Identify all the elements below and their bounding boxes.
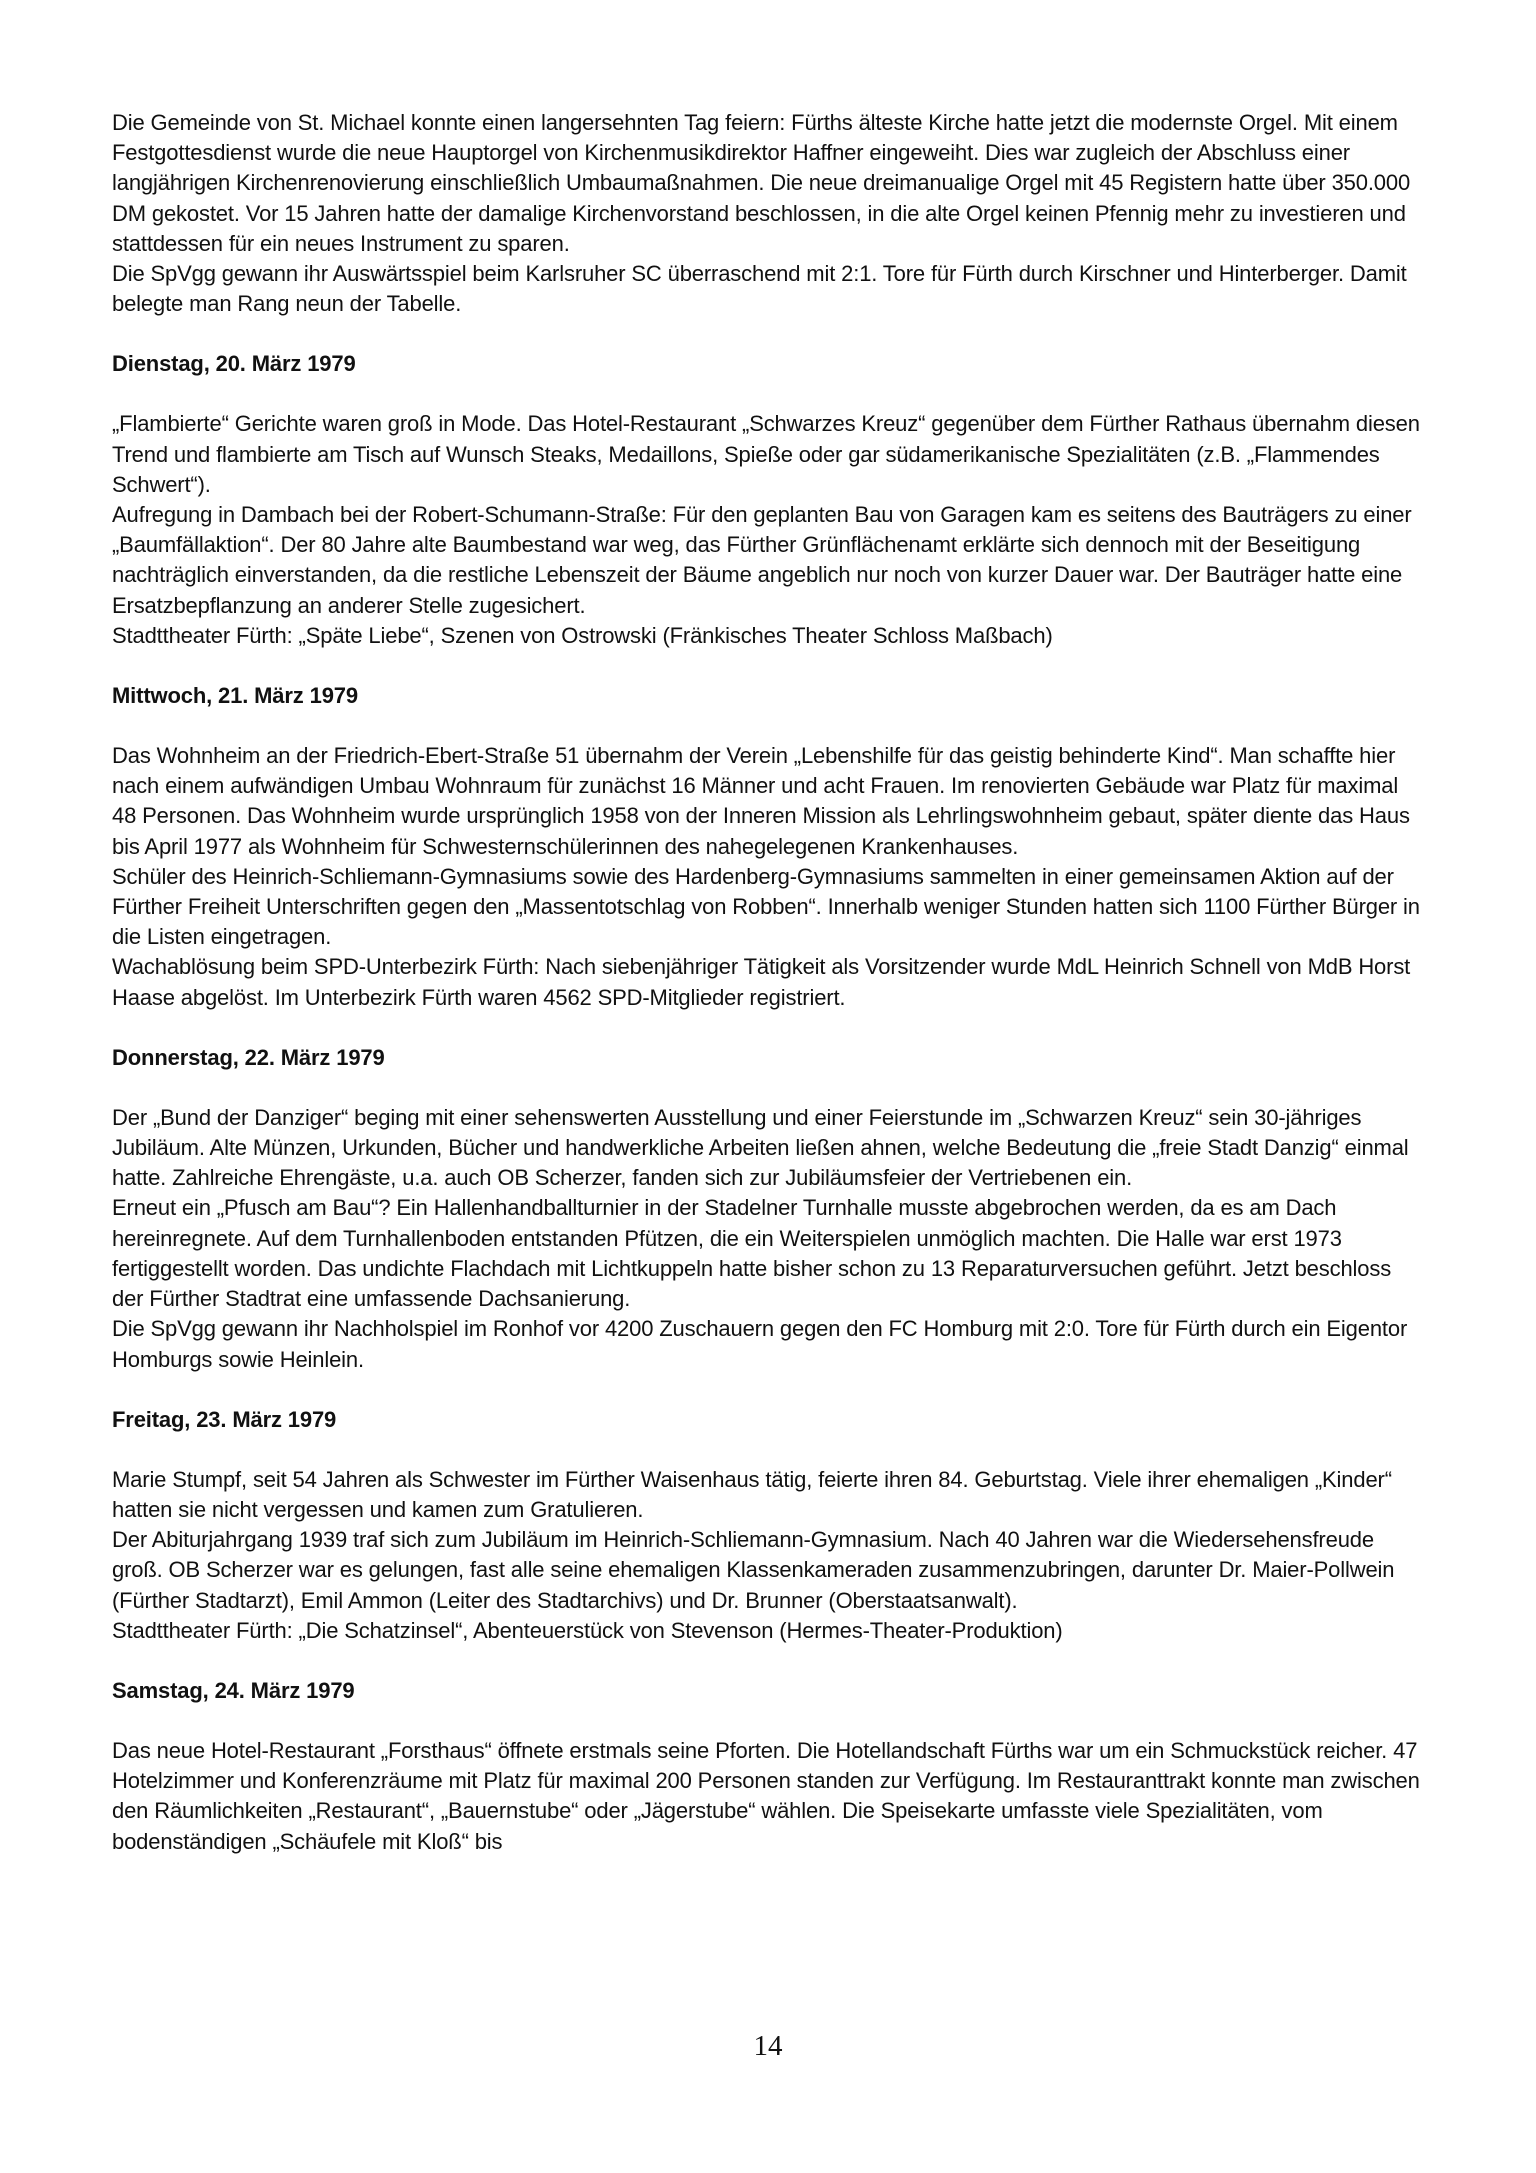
paragraph: Der „Bund der Danziger“ beging mit einer sehenswerten Ausstellung und einer Feierstunde im „Schwarzen Kreuz“ sein 30-jähriges Jubiläum. Alte Münzen, Urkunden, Bücher und handwerkliche Arbeiten ließen ahnen, welche Bedeutung die „freie Stadt Danzig“ einmal hatte. Zahlreiche Ehrengäste, u.a. auch OB Scherzer, fanden sich zur Jubiläumsfeier der Vertriebenen ein. <box>112 1104 1409 1191</box>
paragraph: Schüler des Heinrich-Schliemann-Gymnasiums sowie des Hardenberg-Gymnasiums sammelten in einer gemeinsamen Aktion auf der Fürther Freiheit Unterschriften gegen den „Massentotschlag von Robben“. Innerhalb weniger Stunden hatten sich 1100 Fürther Bürger in die Listen eingetragen. <box>112 863 1420 950</box>
section-heading-tuesday: Dienstag, 20. März 1979 <box>112 351 356 377</box>
section-heading-friday: Freitag, 23. März 1979 <box>112 1406 337 1432</box>
intro-paragraph-1: Die Gemeinde von St. Michael konnte einen langersehnten Tag feiern: Fürths älteste Kirche hatte jetzt die modernste Orgel. Mit einem Festgottesdienst wurde die neue Hauptorgel von Kirchenmusikdirektor Haffner eingeweiht. Dies war zugleich der Abschluss einer langjährigen Kirchenrenovierung einschließlich Umbaumaßnahmen. Die neue dreimanualige Orgel mit 45 Registern hatte über 350.000 DM gekostet. Vor 15 Jahren hatte der damalige Kirchenvorstand beschlossen, in die alte Orgel keinen Pfennig mehr zu investieren und stattdessen für ein neues Instrument zu sparen. <box>112 110 1411 256</box>
paragraph: Marie Stumpf, seit 54 Jahren als Schwester im Fürther Waisenhaus tätig, feierte ihren 84. Geburtstag. Viele ihrer ehemaligen „Kinder“ hatten sie nicht vergessen und kamen zum Gratulieren. <box>112 1466 1392 1522</box>
paragraph: Das neue Hotel-Restaurant „Forsthaus“ öffnete erstmals seine Pforten. Die Hotellandschaft Fürths war um ein Schmuckstück reicher. 47 Hotelzimmer und Konferenzräume mit Platz für maximal 200 Personen standen zur Verfügung. Im Restauranttrakt konnte man zwischen den Räumlichkeiten „Restaurant“, „Bauernstube“ oder „Jägerstube“ wählen. Die Speisekarte umfasste viele Spezialitäten, vom bodenständigen „Schäufele mit Kloß“ bis <box>112 1737 1420 1854</box>
spacer <box>112 1375 1427 1405</box>
spacer <box>112 651 1427 681</box>
paragraph: Stadttheater Fürth: „Die Schatzinsel“, Abenteuerstück von Stevenson (Hermes-Theater-Produktion) <box>112 1617 1063 1643</box>
paragraph: „Flambierte“ Gerichte waren groß in Mode. Das Hotel-Restaurant „Schwarzes Kreuz“ gegenüber dem Fürther Rathaus übernahm diesen Trend und flambierte am Tisch auf Wunsch Steaks, Medaillons, Spieße oder gar südamerikanische Spezialitäten (z.B. „Flammendes Schwert“). <box>112 411 1420 497</box>
paragraph: Der Abiturjahrgang 1939 traf sich zum Jubiläum im Heinrich-Schliemann-Gymnasium. Nach 40 Jahren war die Wiedersehensfreude groß. OB Scherzer war es gelungen, fast alle seine ehemaligen Klassenkameraden zusammenzubringen, darunter Dr. Maier-Pollwein (Fürther Stadtarzt), Emil Ammon (Leiter des Stadtarchivs) und Dr. Brunner (Oberstaatsanwalt). <box>112 1527 1395 1613</box>
section-heading-saturday: Samstag, 24. März 1979 <box>112 1677 355 1703</box>
intro-paragraph-2: Die SpVgg gewann ihr Auswärtsspiel beim Karlsruher SC überraschend mit 2:1. Tore für Fürth durch Kirschner und Hinterberger. Damit belegte man Rang neun der Tabelle. <box>112 261 1407 317</box>
paragraph: Aufregung in Dambach bei der Robert-Schumann-Straße: Für den geplanten Bau von Garagen kam es seitens des Bauträgers zu einer „Baumfällaktion“. Der 80 Jahre alte Baumbestand war weg, das Fürther Grünflächenamt erklärte sich dennoch mit der Beseitigung nachträglich einverstanden, da die restliche Lebenszeit der Bäume angeblich nur noch von kurzer Dauer war. Der Bauträger hatte eine Ersatzbepflanzung an anderer Stelle zugesichert. <box>112 502 1412 618</box>
paragraph: Die SpVgg gewann ihr Nachholspiel im Ronhof vor 4200 Zuschauern gegen den FC Homburg mit 2:0. Tore für Fürth durch ein Eigentor Homburgs sowie Heinlein. <box>112 1316 1408 1372</box>
paragraph: Das Wohnheim an der Friedrich-Ebert-Straße 51 übernahm der Verein „Lebenshilfe für das geistig behinderte Kind“. Man schaffte hier nach einem aufwändigen Umbau Wohnraum für zunächst 16 Männer und acht Frauen. Im renovierten Gebäude war Platz für maximal 48 Personen. Das Wohnheim wurde ursprünglich 1958 von der Inneren Mission als Lehrlingswohnheim gebaut, später diente das Haus bis April 1977 als Wohnheim für Schwesternschülerinnen des nahegelegenen Krankenhauses. <box>112 743 1410 859</box>
spacer <box>112 1013 1427 1043</box>
spacer <box>112 711 1427 741</box>
section-heading-wednesday: Mittwoch, 21. März 1979 <box>112 683 358 709</box>
paragraph: Stadttheater Fürth: „Späte Liebe“, Szenen von Ostrowski (Fränkisches Theater Schloss Maßbach) <box>112 622 1053 648</box>
spacer <box>112 319 1427 349</box>
spacer <box>112 1706 1427 1736</box>
page-number: 14 <box>753 2030 783 2062</box>
paragraph: Wachablösung beim SPD-Unterbezirk Fürth: Nach siebenjähriger Tätigkeit als Vorsitzender wurde MdL Heinrich Schnell von MdB Horst Haase abgelöst. Im Unterbezirk Fürth waren 4562 SPD-Mitglieder registriert. <box>112 954 1411 1010</box>
spacer <box>112 1646 1427 1676</box>
spacer <box>112 1435 1427 1465</box>
document-body <box>112 108 1427 1857</box>
paragraph: Erneut ein „Pfusch am Bau“? Ein Hallenhandballturnier in der Stadelner Turnhalle musste abgebrochen werden, da es am Dach hereinregnete. Auf dem Turnhallenboden entstanden Pfützen, die ein Weiterspielen unmöglich machten. Die Halle war erst 1973 fertiggestellt worden. Das undichte Flachdach mit Lichtkuppeln hatte bisher schon zu 13 Reparaturversuchen geführt. Jetzt beschloss der Fürther Stadtrat eine umfassende Dachsanierung. <box>112 1195 1392 1312</box>
section-heading-thursday: Donnerstag, 22. März 1979 <box>112 1044 385 1070</box>
spacer <box>112 379 1427 409</box>
spacer <box>112 1073 1427 1103</box>
